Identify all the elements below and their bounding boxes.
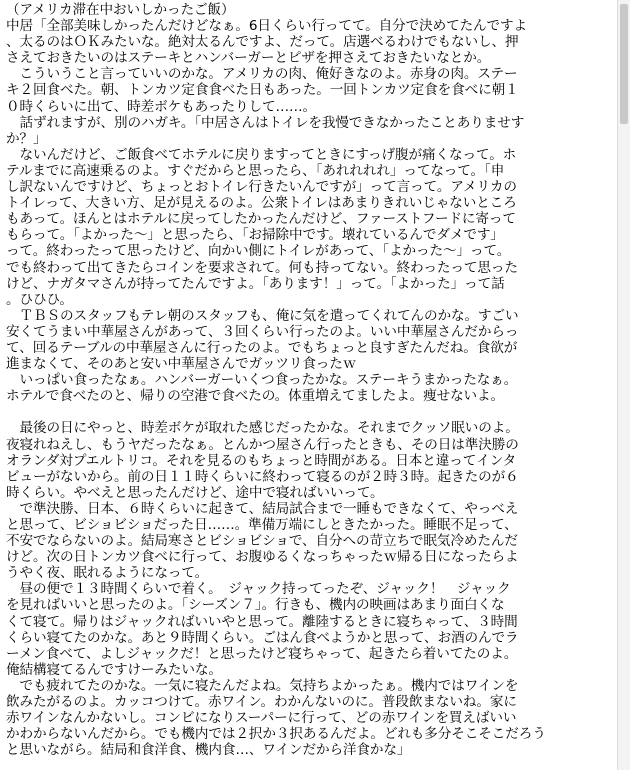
text-line: けど、ナガタマさんが持ってたんですよ。「あります！」って。「よかった」って話 (6, 275, 505, 292)
text-line: 進まなくて、そのあと安い中華屋さんでガッツリ食ったｗ (6, 356, 357, 373)
text-line: オランダ対プエルトリコ。それを見るのもちょっと時間がある。日本と違ってインタ (6, 452, 517, 469)
text-line: こういうこと言っていいのかな。アメリカの肉、俺好きなのよ。赤身の肉。ステー (6, 66, 518, 83)
text-line: トイレって、大きい方、足が見えるのよ。公衆トイレはあまりきれいじゃないところ (6, 195, 517, 212)
text-line: 赤ワインなんかないし。コンビになりスーパーに行って、どの赤ワインを買えばいい (6, 710, 517, 727)
text-line: さえておきたいのはステーキとハンバーガーとピザを押さえておきたいなとか。 (6, 50, 491, 67)
text-line: ０時くらいに出て、時差ボケもあったりして……。 (6, 98, 316, 115)
text-line: か？」 (6, 130, 47, 147)
text-line: 中居「全部美味しかったんだけどなぁ。6日くらい行ってて。自分で決めてたんですよ (6, 18, 528, 35)
text-line: と思いながら。結局和食洋食、機内食…、ワインだから洋食かな」 (6, 742, 411, 759)
text-line: くて寝て。帰りはジャックればいいやと思って。離陸するときに寝ちゃって、３時間 (6, 613, 518, 630)
text-line: 飲みたがるのよ。カッコつけて。赤ワイン。わかんないのに。普段飲まないね。家に (6, 694, 517, 711)
text-line: ビューがないから。前の日１１時くらいに終わって寝るのが２時３時。起きたのが６ (6, 468, 519, 485)
text-line: 俺結構寝てるんですけーみたいな。 (6, 661, 222, 678)
text-line: 昼の便で１３時間くらいで着く。 ジャック持ってったぞ、ジャック！ ジャック (6, 581, 511, 598)
text-line: かわからないんだから。でも機内では２択か３択あるんだよ。どれも多分そこそこだろう (6, 726, 546, 743)
text-line: ＴＢＳのスタッフもテレ朝のスタッフも、俺に気を遣ってくれてんのかな。すごい (6, 307, 519, 324)
text-line: し訳ないんですけど、ちょっとおトイレ行きたいんですが」って言って。アメリカの (6, 179, 517, 196)
paragraph (6, 2, 617, 404)
text-line: 、太るのはＯＫみたいな。絶対太るんですよ、だって。店選べるわけでもないし、押 (6, 34, 519, 51)
paragraph (6, 420, 617, 758)
paragraph-gap (6, 404, 617, 420)
vertical-scrollbar[interactable] (617, 0, 630, 770)
text-line: で準決勝、日本、６時くらいに起きて、結局試合まで一睡もできなくて、やっべえ (6, 500, 519, 517)
text-line: を見ればいいと思ったのよ。「シーズン７」。行きも、機内の映画はあまり面白くな (6, 597, 505, 614)
text-line: 安くてうまい中華屋さんがあって、３回くらい行ったのよ。いい中華屋さんだからっ (6, 323, 519, 340)
text-line: でも疲れてたのかな。一気に寝たんだよね。気持ちよかったぁ。機内ではワインを (6, 677, 519, 694)
scrollbar-thumb[interactable] (620, 4, 628, 124)
text-line: ないんだけど、ご飯食べてホテルに戻りますってときにすっげ腹が痛くなって。ホ (6, 146, 517, 163)
text-line: と思って、ビショビショだった日……。準備万端にしときたかった。睡眠不足って、 (6, 517, 518, 533)
text-line: ーメン食べて、よしジャックだ！と思ったけど寝ちゃって、起きたら着いてたのよ。 (6, 645, 518, 662)
text-line: キ２回食べた。朝、トンカツ定食食べた日もあった。一回トンカツ定食を食べに朝１ (6, 82, 519, 99)
text-line: 話ずれますが、別のハガキ。「中居さんはトイレを我慢できなかったことありませす (6, 114, 525, 131)
text-line: 最後の日にやっと、時差ボケが取れた感じだったかな。それまでクッソ眠いのよ。 (6, 420, 519, 437)
text-line: いっぱい食ったなぁ。ハンバーガーいくつ食ったかな。ステーキうまかったなぁ。 (6, 372, 518, 389)
text-line: けど。次の日トンカツ食べに行って、お腹ゆるくなっちゃったｗ帰る日になったらよ (6, 549, 519, 566)
text-line: テルまでに高速乗るのよ。すぐだからと思ったら、「あれれれれ」ってなって。「申 (6, 162, 505, 179)
text-line: （アメリカ滞在中おいしかったご飯） (6, 2, 235, 18)
text-line: もらって。「よかった～」と思ったら、「お掃除中です。壊れているんでダメです」 (6, 227, 504, 244)
text-line: でも終わって出てきたらコインを要求されて。何も持ってない。終わったって思った (6, 259, 518, 276)
text-line: うやく夜、眠れるようになって。 (6, 565, 209, 582)
text-line: 不安でならないのよ。結局寒さとビショビショで、自分への苛立ちで眠気冷めたんだ (6, 533, 518, 550)
text-line: もあって。ほんとはホテルに戻ってしたかったんだけど、ファーストフードに寄って (6, 211, 516, 228)
text-line: 。ひひひ。 (6, 291, 73, 308)
text-line: て、回るテーブルの中華屋さんに行ったのよ。でもちょっと良すぎたんだね。食欲が (6, 339, 518, 356)
text-line: 夜寝れねえし、もうヤだったなぁ。とんかつ屋さん行ったときも、その日は準決勝の (6, 436, 519, 453)
text-line: 時くらい。やべえと思ったんだけど、途中で寝ればいいって。 (6, 484, 384, 501)
text-line: くらい寝てたのかな。あと９時間くらい。ごはん食べようかと思って、お酒のんでラ (6, 629, 519, 646)
text-line: って。終わったって思ったけど、向かい側にトイレがあって、「よかった～」って。 (6, 243, 511, 260)
text-line: ホテルで食べたのと、帰りの空港で食べたの。体重増えてましたよ。痩せないよ。 (6, 388, 505, 405)
